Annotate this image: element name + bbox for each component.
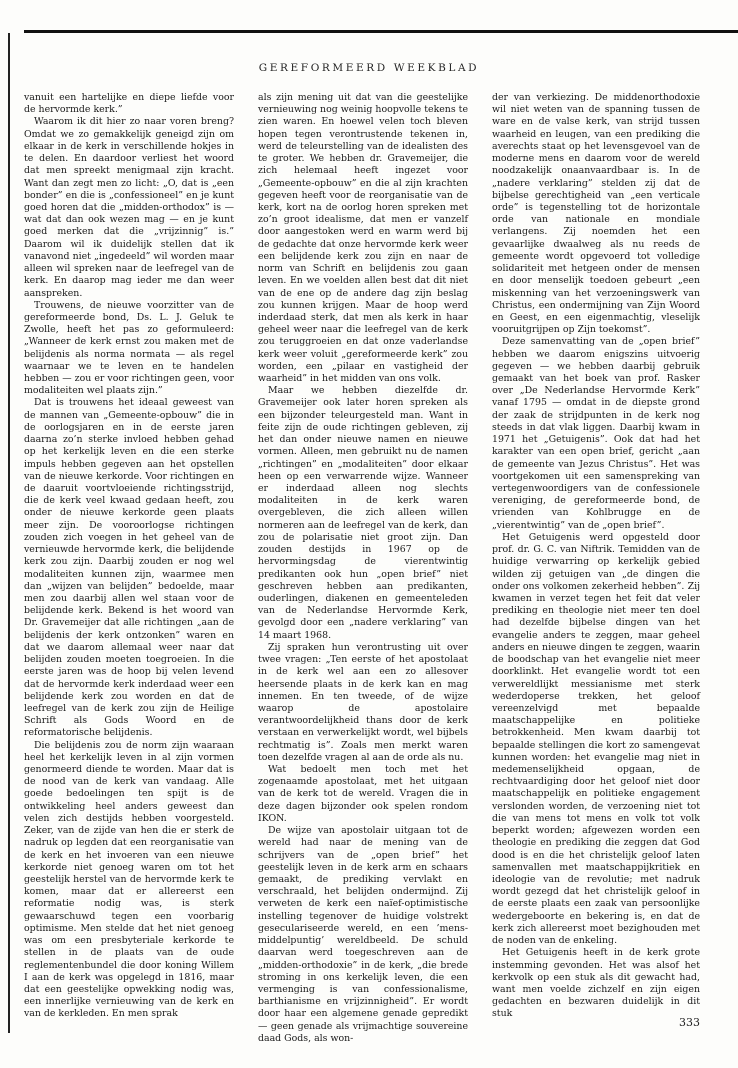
paragraph: Wat bedoelt men toch met het zogenaamde apostolaat, met het uitgaan van de kerk tot de wereld. Vragen die in deze dagen bijzonder ook spelen rondom IKON. bbox=[258, 764, 468, 824]
page-number: 333 bbox=[679, 1016, 700, 1029]
column-1 bbox=[24, 92, 234, 1020]
paragraph: Het Getuigenis werd opgesteld door prof. dr. G. C. van Niftrik. Temidden van de huidige verwarring op kerkelijk gebied wilden zij getuigen van „de dingen die onder ons volkomen zekerheid hebben”. Zij kwamen in verzet tegen het feit dat veler prediking en theologie niet meer ten doel had dezelfde bijbelse dingen van het evangelie anders te zeggen, maar geheel anders en nieuwe dingen te zeggen, waarin de boodschap van het evangelie niet meer doorklinkt. Het evangelie wordt tot een verwereldlijkt messianisme met sterk wederdoperse trekken, het geloof vereenzelvigd met bepaalde maatschappelijke en politieke betrokkenheid. Men kwam daarbij tot bepaalde stellingen die kort zo samengevat kunnen worden: het evangelie mag niet in medemenselijkheid opgaan, de rechtvaardiging door het geloof niet door maatschappelijk en politieke engagement verslonden worden, de verzoening niet tot die van mens tot mens en volk tot volk beperkt worden; afgewezen worden een theologie en prediking die zeggen dat God dood is en die het christelijk geloof laten samenvallen met maatschappijkritiek en ideologie van de revolutie; met nadruk wordt gezegd dat het christelijk geloof in de eerste plaats een zaak van persoonlijke wedergeboorte en bekering is, en dat de kerk zich allereerst moet bezighouden met de noden van de enkeling. bbox=[492, 531, 700, 947]
running-header: GEREFORMEERD WEEKBLAD bbox=[258, 62, 480, 74]
paragraph: Zij spraken hun verontrusting uit over twee vragen: „Ten eerste of het apostolaat in de kerk wel aan een zo allesover heersende plaats in de kerk kan en mag innemen. En ten tweede, of de wijze waarop de apostolaire verantwoordelijkheid thans door de kerk verstaan en verwerkelijkt wordt, wel bijbels rechtmatig is”. Zoals men merkt waren toen dezelfde vragen al aan de orde als nu. bbox=[258, 641, 468, 763]
paragraph: Trouwens, de nieuwe voorzitter van de gereformeerde bond, Ds. L. J. Geluk te Zwolle, heeft het pas zo geformuleerd: „Wanneer de kerk ernst zou maken met de belijdenis als norma normata — als regel waarnaar we te leven en te handelen hebben — zou er voor richtingen geen, voor modaliteiten wel plaats zijn.” bbox=[24, 299, 234, 397]
paragraph: Maar we hebben diezelfde dr. Gravemeijer ook later horen spreken als een bijzonder teleurgesteld man. Want in feite zijn de oude richtingen gebleven, zij het dan onder nieuwe namen en nieuwe vormen. Alleen, men gebruikt nu de namen „richtingen” en „modaliteiten” door elkaar heen op een verwarrende wijze. Wanneer er inderdaad alleen nog slechts modaliteiten in de kerk waren overgebleven, die zich alleen willen normeren aan de leefregel van de kerk, dan zou de polarisatie niet groot zijn. Dan zouden destijds in 1967 op de hervormingsdag de vierentwintig predikanten ook hun „open brief” niet geschreven hebben aan predikanten, ouderlingen, diakenen en gemeenteleden van de Nederlandse Hervormde Kerk, gevolgd door een „nadere verklaring” van 14 maart 1968. bbox=[258, 385, 468, 641]
paragraph: Het Getuigenis heeft in de kerk grote instemming gevonden. Het was alsof het kerkvolk op een stuk als dit gewacht had, want men voelde zichzelf en zijn eigen gedachten en bezwaren duidelijk in dit stuk bbox=[492, 947, 700, 1020]
paragraph: Dat is trouwens het ideaal geweest van de mannen van „Gemeente-opbouw” die in de oorlogsjaren en in de eerste jaren daarna zo’n sterke invloed hebben gehad op het kerkelijk leven en die een sterke impuls hebben gegeven aan het opstellen van de nieuwe kerkorde. Voor richtingen en de daaruit voortvloeiende richtingsstrijd, die de kerk veel kwaad gedaan heeft, zou onder de nieuwe kerkorde geen plaats meer zijn. De vooroorlogse richtingen zouden zich voegen in het geheel van de vernieuwde hervormde kerk, die belijdende kerk zou zijn. Daarbij zouden er nog wel modaliteiten kunnen zijn, waarmee men dan „wijzen van belijden” bedoelde, maar men zou daarbij allen wel staan voor de belijdende kerk. Bekend is het woord van Dr. Gravemeijer dat alle richtingen „aan de belijdenis der kerk ontzonken” waren en dat we daarom allemaal weer naar dat belijden zouden moeten toegroeien. In die eerste jaren was de hoop bij velen levend dat de hervormde kerk inderdaad weer een belijdende kerk zou worden en dat de leefregel van de kerk zou zijn de Heilige Schrift als Gods Woord en de reformatorische belijdenis. bbox=[24, 397, 234, 739]
paragraph: Die belijdenis zou de norm zijn waaraan heel het kerkelijk leven in al zijn vormen genormeerd diende te worden. Maar dat is de nood van de kerk van vandaag. Alle goede bedoelingen ten spijt is de ontwikkeling heel anders geweest dan velen zich destijds hebben voorgesteld. Zeker, van de zijde van hen die er sterk de nadruk op legden dat een reorganisatie van de kerk en het invoeren van een nieuwe kerkorde niet genoeg waren om tot het geestelijk herstel van de hervormde kerk te komen, maar dat er allereerst een reformatie nodig was, is sterk gewaarschuwd tegen een voorbarig optimisme. Men stelde dat het niet genoeg was om een presbyteriale kerkorde te stellen in de plaats van de oude reglementenbundel die door koning Willem I aan de kerk was opgelegd in 1816, maar dat een geestelijke opwekking nodig was, een innerlijke vernieuwing van de kerk en van de kerkleden. En men sprak bbox=[24, 739, 234, 1020]
column-3 bbox=[492, 92, 700, 1020]
paragraph: De wijze van apostolair uitgaan tot de wereld had naar de mening van de schrijvers van de „open brief” het geestelijk leven in de kerk arm en schaars gemaakt, de prediking vervlakt en verschraald, het belijden ondermijnd. Zij verweten de kerk een naïef-optimistische instelling tegenover de huidige volstrekt geseculariseerde wereld, en een ’mens-middelpuntig’ wereldbeeld. De schuld daarvan werd toegeschreven aan de „midden-orthodoxie” in de kerk, „die brede stroming in ons kerkelijk leven, die een vermenging is van confessionalisme, barthianisme en vrijzinnigheid”. Er wordt door haar een algemene genade gepredikt — geen genade als vrijmachtige souvereine daad Gods, als won- bbox=[258, 825, 468, 1044]
paragraph: Deze samenvatting van de „open brief” hebben we daarom enigszins uitvoerig gegeven — we hebben daarbij gebruik gemaakt van het boek van prof. Rasker over „De Nederlandse Hervormde Kerk” vanaf 1795 — omdat in de diepste grond der zaak de strijdpunten in de kerk nog steeds in dat vlak liggen. Daarbij kwam in 1971 het „Getuigenis”. Ook dat had het karakter van een open brief, gericht „aan de gemeente van Jezus Christus”. Het was voortgekomen uit een samenspreking van vertegenwoordigers van de confessionele vereniging, de gereformeerde bond, de vrienden van Kohlbrugge en de „vierentwintig” van de „open brief”. bbox=[492, 336, 700, 531]
column-2 bbox=[258, 92, 468, 1044]
binding-edge bbox=[8, 33, 10, 1033]
paragraph: vanuit een hartelijke en diepe liefde voor de hervormde kerk.” bbox=[24, 92, 234, 116]
paragraph: als zijn mening uit dat van die geestelijke vernieuwing nog weinig hoopvolle tekens te zien waren. En hoewel velen toch bleven hopen tegen verontrustende tekenen in, werd de teleurstelling van de idealisten des te groter. We hebben dr. Gravemeijer, die zich helemaal heeft ingezet voor „Gemeente-opbouw” en die al zijn krachten gegeven heeft voor de reorganisatie van de kerk, kort na de oorlog horen spreken met zo’n groot idealisme, dat men er vanzelf door aangestoken werd en warm werd bij de gedachte dat onze hervormde kerk weer een belijdende kerk zou zijn en naar de norm van Schrift en belijdenis zou gaan leven. En we voelden allen best dat dit niet van de ene op de andere dag zijn beslag zou kunnen krijgen. Maar de hoop werd inderdaad sterk, dat men als kerk in haar geheel weer naar die leefregel van de kerk zou teruggroeien en dat onze vaderlandse kerk weer voluit „gereformeerde kerk” zou worden, een „pilaar en vastigheid der waarheid” in het midden van ons volk. bbox=[258, 92, 468, 385]
paragraph: Waarom ik dit hier zo naar voren breng? Omdat we zo gemakkelijk geneigd zijn om elkaar in de kerk in verschillende hokjes in te delen. En daardoor verliest het woord dat men spreekt menigmaal zijn kracht. Want dan zegt men zo licht: „O, dat is „een bonder” en die is „confessioneel” en je kunt goed horen dat die „midden-orthodox” is — wat dat dan ook wezen mag — en je kunt goed merken dat die „vrijzinnig” is.” Daarom wil ik duidelijk stellen dat ik vanavond niet „ingedeeld” wil worden maar alleen wil spreken naar de leefregel van de kerk. En daarop mag ieder me dan weer aanspreken. bbox=[24, 116, 234, 299]
paragraph: der van verkiezing. De middenorthodoxie wil niet weten van de spanning tussen de ware en de valse kerk, van strijd tussen waarheid en leugen, van een prediking die averechts staat op het levensgevoel van de moderne mens en daarom voor de wereld noodzakelijk onaanvaardbaar is. In de „nadere verklaring” stelden zij dat de bijbelse gerechtigheid van „een verticale orde” is tegenstelling tot de horizontale orde van nationale en mondiale verlangens. Zij noemden het een gevaarlijke dwaalweg als nu reeds de gemeente wordt opgevoerd tot volledige solidariteit met hetgeen onder de mensen en door menselijk toedoen gebeurt „een miskenning van het verzoeningswerk van Christus, een ondermijning van Zijn Woord en Geest, en een eigenmachtig, vleselijk vooruitgrijpen op Zijn toekomst”. bbox=[492, 92, 700, 336]
top-rule bbox=[24, 30, 738, 33]
